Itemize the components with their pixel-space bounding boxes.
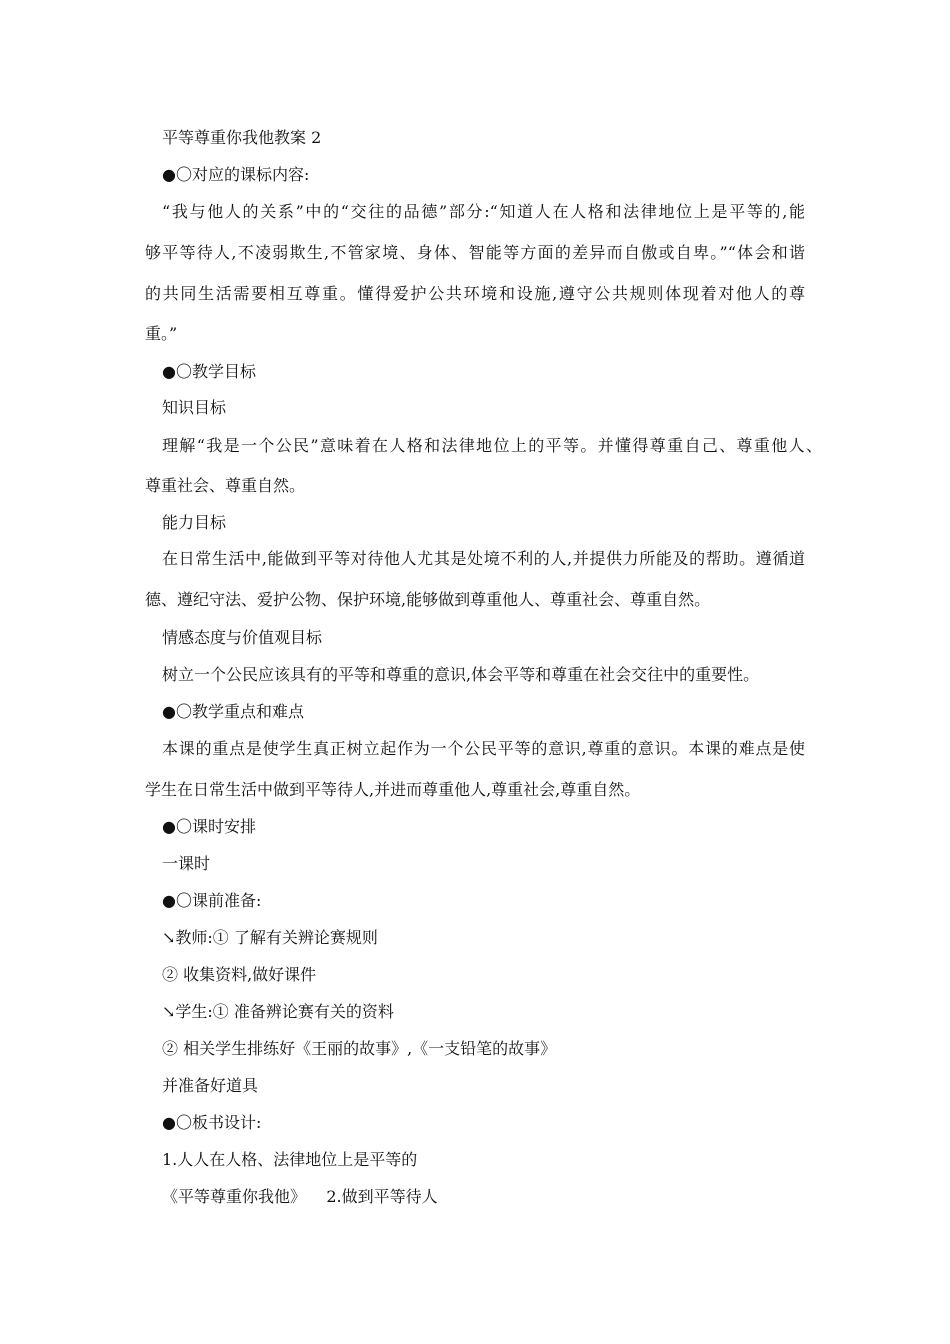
paragraph-line: 德、遵纪守法、爱护公物、保护环境,能够做到尊重他人、尊重社会、尊重自然。 xyxy=(145,590,711,609)
document-title: 平等尊重你我他教案 2 xyxy=(162,128,322,147)
list-item: ↘学生:① 准备辨论赛有关的资料 xyxy=(162,1002,394,1021)
paragraph-line: 本课的重点是使学生真正树立起作为一个公民平等的意识,尊重的意识。本课的难点是使 xyxy=(162,739,805,758)
paragraph-line: 树立一个公民应该具有的平等和尊重的意识,体会平等和尊重在社会交往中的重要性。 xyxy=(162,665,760,684)
section-heading-preparation: ●〇课前准备: xyxy=(162,891,262,910)
section-heading-key-points: ●〇教学重点和难点 xyxy=(162,702,304,721)
subheading-emotion: 情感态度与价值观目标 xyxy=(162,628,323,647)
section-heading-board-design: ●〇板书设计: xyxy=(162,1113,262,1132)
list-item: ② 收集资料,做好课件 xyxy=(162,965,317,984)
list-item: 1.人人在人格、法律地位上是平等的 xyxy=(162,1150,418,1169)
paragraph-line: 重。” xyxy=(145,324,178,343)
paragraph-line: 尊重社会、尊重自然。 xyxy=(145,476,306,495)
section-heading-curriculum: ●〇对应的课标内容: xyxy=(162,165,310,184)
paragraph-line: “我与他人的关系”中的“交往的品德”部分:“知道人在人格和法律地位上是平等的,能 xyxy=(162,202,805,221)
list-item: ② 相关学生排练好《王丽的故事》,《一支铅笔的故事》 xyxy=(162,1039,557,1058)
list-item: 《平等尊重你我他》 2.做到平等待人 xyxy=(162,1187,438,1206)
paragraph-line: 在日常生活中,能做到平等对待他人尤其是处境不利的人,并提供力所能及的帮助。遵循道 xyxy=(162,549,805,568)
section-heading-schedule: ●〇课时安排 xyxy=(162,817,256,836)
paragraph-line: 的共同生活需要相互尊重。懂得爱护公共环境和设施,遵守公共规则体现着对他人的尊 xyxy=(145,284,805,303)
paragraph-line: 一课时 xyxy=(162,854,211,873)
paragraph-line: 学生在日常生活中做到平等待人,并进而尊重他人,尊重社会,尊重自然。 xyxy=(145,780,641,799)
paragraph-line: 够平等待人,不凌弱欺生,不管家境、身体、智能等方面的差异而自傲或自卑。”“体会和谐 xyxy=(145,243,805,262)
list-item: 并准备好道具 xyxy=(162,1076,259,1095)
subheading-knowledge: 知识目标 xyxy=(162,398,227,417)
subheading-ability: 能力目标 xyxy=(162,513,227,532)
paragraph-line: 理解“我是一个公民”意味着在人格和法律地位上的平等。并懂得尊重自己、尊重他人、 xyxy=(162,436,822,455)
list-item: ↘教师:① 了解有关辨论赛规则 xyxy=(162,928,378,947)
section-heading-objectives: ●〇教学目标 xyxy=(162,362,256,381)
